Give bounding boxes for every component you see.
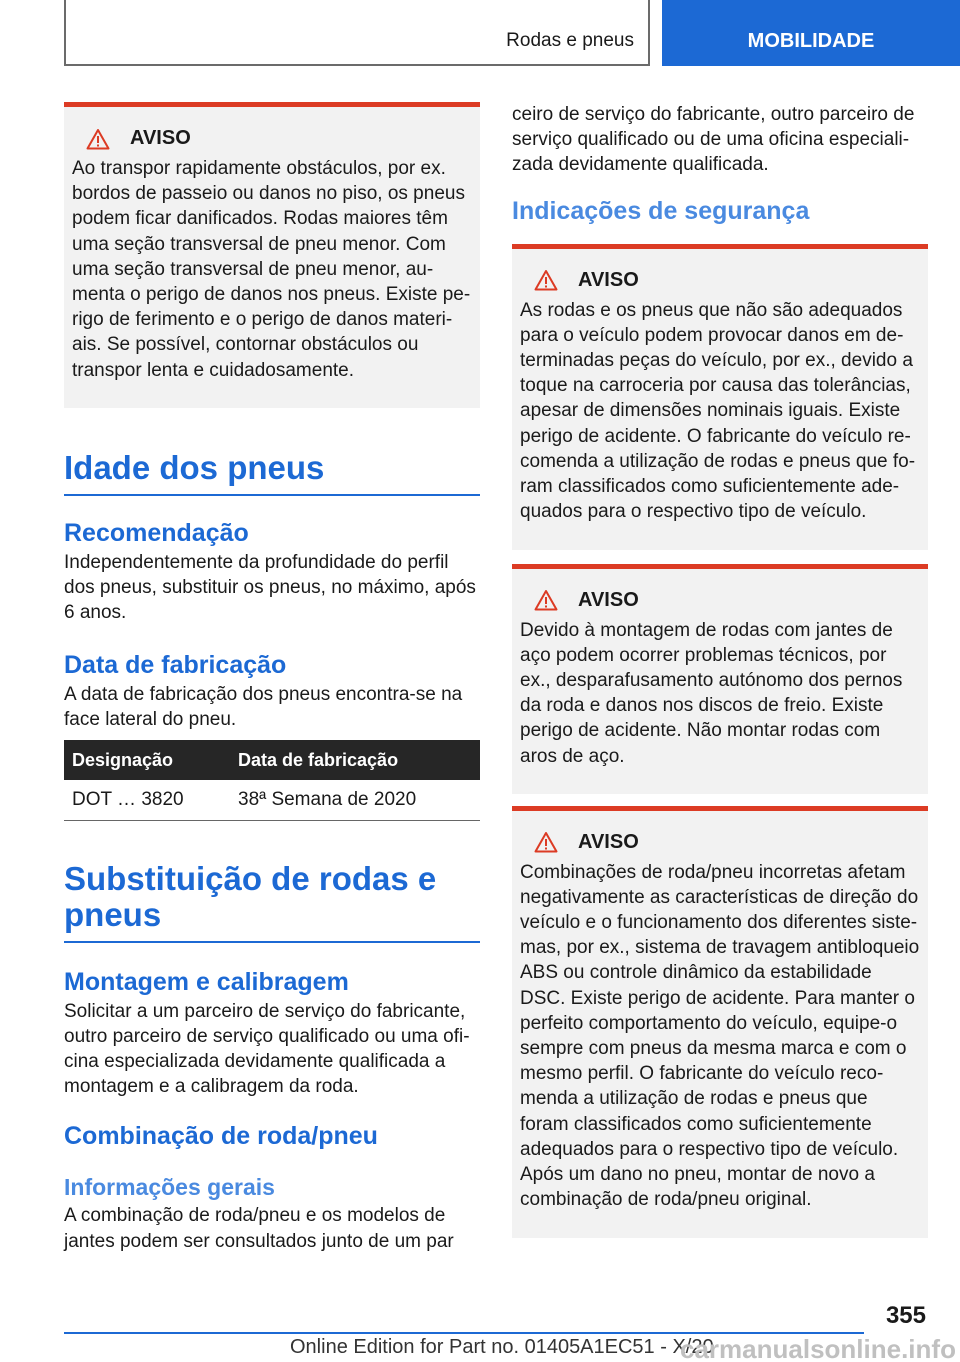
heading-idade-dos-pneus: Idade dos pneus	[64, 450, 480, 496]
warning-triangle-icon	[534, 589, 558, 611]
paragraph-continuation: ceiro de serviço do fabricante, outro parceiro de serviço qualificado ou de uma oficina especializada devidamente qualificada.	[512, 104, 915, 176]
paragraph-data-fabricacao: A data de fabricação dos pneus encontra-se na face lateral do pneu.	[64, 683, 463, 730]
warning-heading	[520, 831, 920, 854]
warning-title: AVISO	[578, 830, 639, 853]
warning-heading	[520, 589, 920, 612]
left-column	[64, 102, 480, 1254]
warning-heading	[520, 269, 920, 292]
header-chapter-tab	[662, 0, 960, 66]
warning-text: As rodas e os pneus que não são adequados para o veículo podem provocar danos em determinadas peças do veículo, por ex., devido a toque na carroceria por causa das tolerâncias, apesar de dimensões nominais iguais. Existe perigo de acidente. O fabricante do veículo recomenda a utilização de rodas e pneus que foram classificados como suficientemente adequados para o respectivo tipo de veículo.	[520, 299, 916, 523]
fabrication-date-table	[64, 740, 480, 821]
paragraph-montagem: Solicitar a um parceiro de serviço do fabricante, outro parceiro de serviço qualificado ou uma oficina especializada devidamente qualificada a montagem e a calibragem da roda.	[64, 1000, 470, 1098]
header-chapter-title: MOBILIDADE	[747, 30, 875, 52]
warning-title: AVISO	[130, 127, 191, 149]
warning-box	[512, 806, 928, 1238]
table-header-cell: Data de fabricação	[230, 740, 480, 780]
warning-box	[512, 564, 928, 794]
warning-triangle-icon	[534, 831, 558, 853]
footer-edition: Online Edition for Part no. 01405A1EC51 - X/20	[290, 1336, 714, 1358]
table-cell: DOT … 3820	[64, 780, 230, 820]
warning-text: Combinações de roda/pneu incorretas afetam negativamente as características de direção do veículo e o funcionamento dos diferentes sistemas, por ex., sistema de travagem antibloqueio ABS ou controle dinâmico da estabilidade DSC. Existe perigo de acidente. Para manter o perfeito comportamento do veículo, equipe-o sempre com pneus da mesma marca e com o mesmo perfil. O fabricante do veículo recomenda a utilização de rodas e pneus que foram classificados como suficientemente adequados para o respectivo tipo de veículo. Após um dano no pneu, montar de novo a combinação de roda/pneu original.	[520, 861, 920, 1211]
warning-heading	[72, 127, 472, 150]
paragraph-recomendacao: Independentemente da profundidade do perfil dos pneus, substituir os pneus, no máximo, após 6 anos.	[64, 552, 476, 624]
table-cell: 38ª Semana de 2020	[230, 780, 480, 820]
paragraph-informacoes-gerais: A combinação de roda/pneu e os modelos de jantes podem ser consultados junto de um par	[64, 1205, 454, 1252]
page-number: 355	[885, 1302, 926, 1329]
table-header-cell: Designação	[64, 740, 230, 780]
warning-text: Devido à montagem de rodas com jantes de aço podem ocorrer problemas técnicos, por ex., desparafusamento autónomo dos pernos da roda e danos nos discos de freio. Existe perigo de acidente. Não montar rodas com aros de aço.	[520, 619, 903, 767]
heading-informacoes-gerais: Informações gerais	[64, 1174, 275, 1201]
warning-triangle-icon	[86, 128, 110, 150]
header-section-title: Rodas e pneus	[506, 30, 634, 51]
heading-recomendacao: Recomendação	[64, 519, 249, 547]
warning-box	[64, 102, 480, 408]
heading-data-fabricacao: Data de fabricação	[64, 650, 287, 679]
heading-substituicao: Substituição de rodas e pneus	[64, 861, 480, 943]
table-header-row	[64, 740, 480, 780]
heading-combinacao: Combinação de roda/pneu	[64, 1122, 378, 1151]
right-column	[512, 102, 928, 1238]
heading-montagem: Montagem e calibragem	[64, 967, 349, 996]
warning-title: AVISO	[578, 588, 639, 611]
header-section-box	[64, 0, 650, 66]
warning-triangle-icon	[534, 269, 558, 291]
heading-indicacoes-seguranca: Indicações de segurança	[512, 196, 810, 225]
warning-text: Ao transpor rapidamente obstáculos, por ex. bordos de passeio ou danos no piso, os pneus podem ficar danificados. Rodas maiores têm uma seção transversal de pneu menor. Com uma seção transversal de pneu menor, aumenta o perigo de danos nos pneus. Existe perigo de ferimento e o perigo de danos materiais. Se possível, contornar obstáculos ou transpor lenta e cuidadosamente.	[72, 158, 471, 381]
warning-title: AVISO	[578, 268, 639, 291]
watermark: carmanualsonline.info	[680, 1334, 956, 1362]
table-row	[64, 780, 480, 820]
warning-box	[512, 244, 928, 550]
